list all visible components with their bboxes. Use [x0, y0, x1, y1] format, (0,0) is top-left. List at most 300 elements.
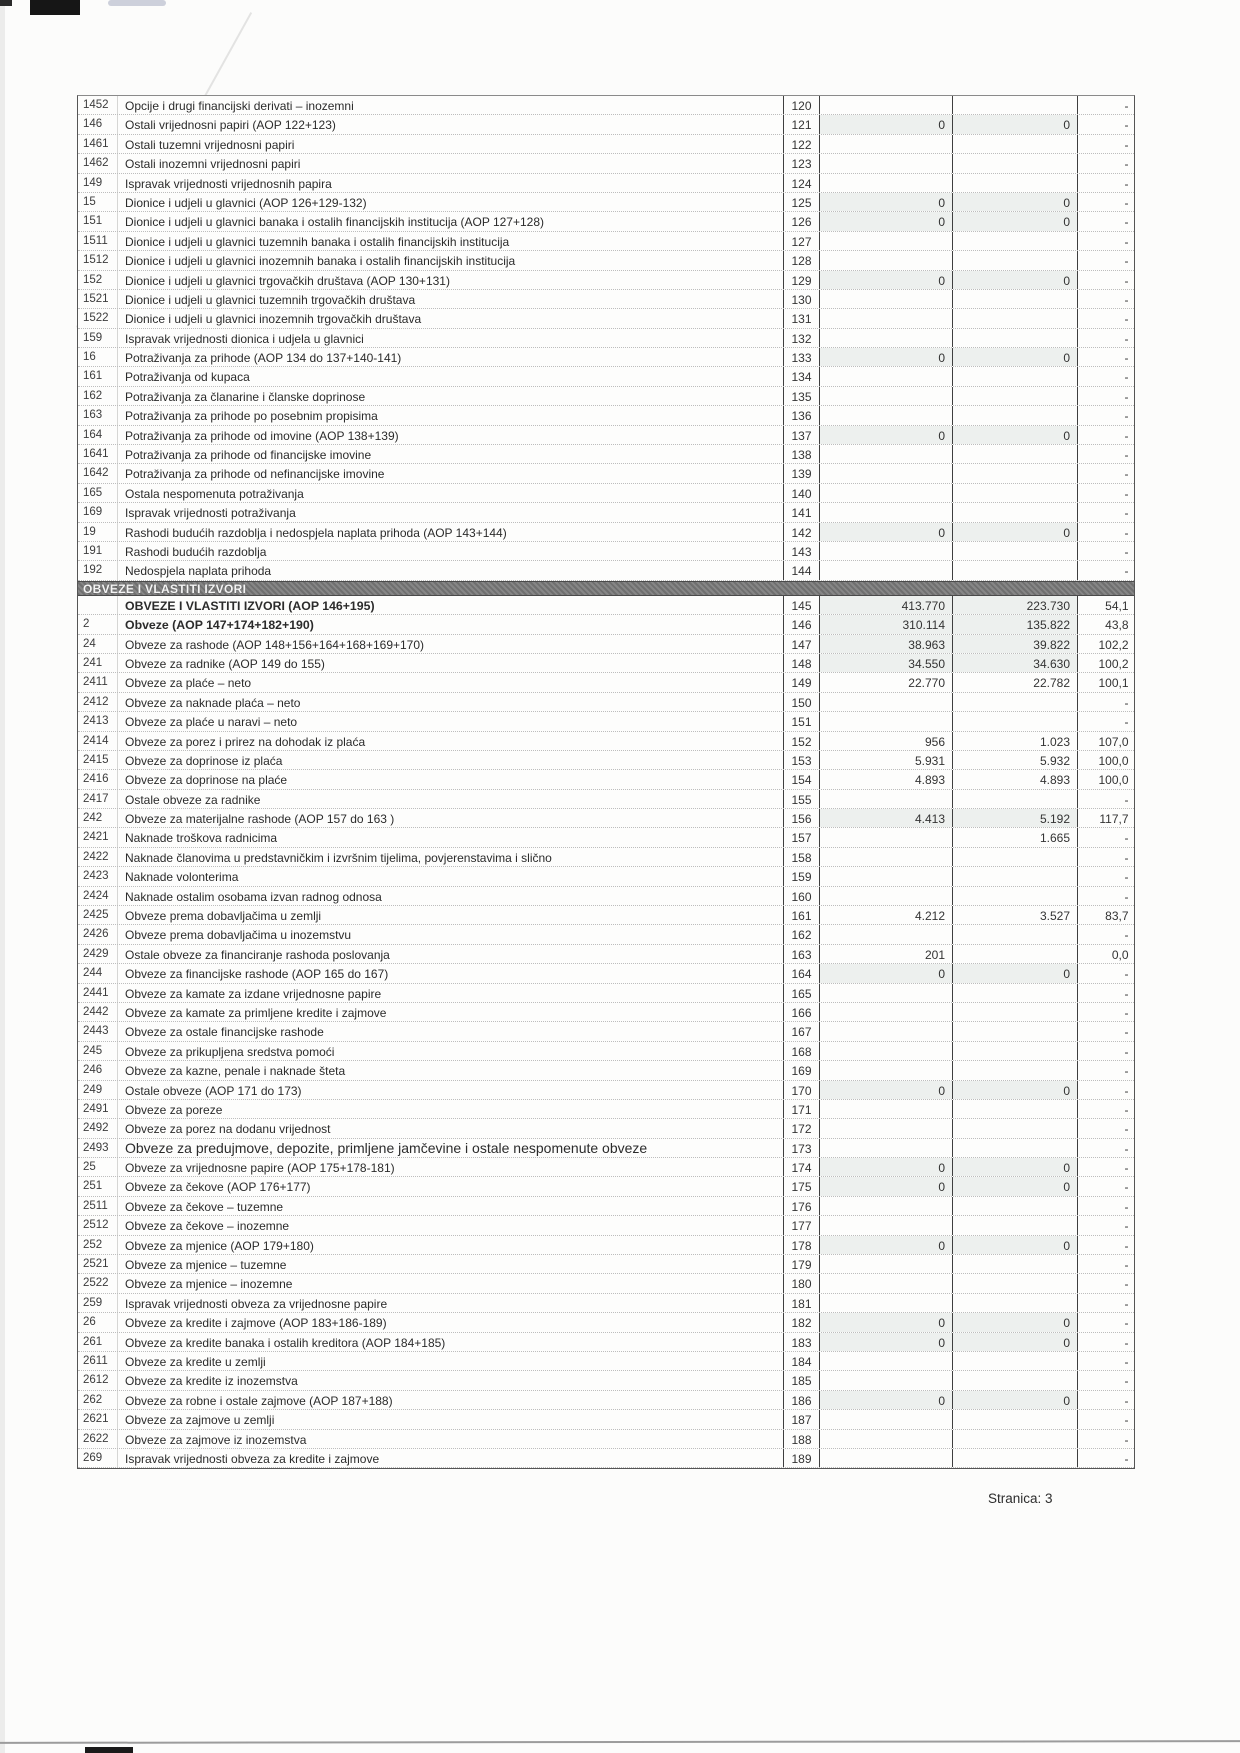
- code-cell: 19: [78, 523, 118, 541]
- table-row-aop-123: [78, 154, 1134, 173]
- aop-cell: 157: [783, 828, 820, 846]
- index-cell: 100,2: [1098, 656, 1129, 671]
- value-column-2-cell: [953, 1197, 1078, 1215]
- value-column-2-cell: [953, 887, 1078, 905]
- value-column-2-cell: 5.932: [953, 751, 1078, 769]
- table-row-aop-189: [78, 1449, 1134, 1468]
- aop-cell: 136: [783, 406, 820, 424]
- code-cell: 2622: [78, 1430, 118, 1448]
- table-row-aop-169: [78, 1061, 1134, 1080]
- description-cell: Potraživanja za članarine i članske doprinose: [125, 389, 366, 404]
- table-row-aop-178: [78, 1236, 1134, 1255]
- index-cell: 107,0: [1098, 734, 1129, 749]
- code-cell: 246: [78, 1061, 118, 1079]
- index-cell: -: [1124, 99, 1129, 113]
- table-row-aop-143: [78, 542, 1134, 561]
- description-cell: Obveze za kredite u zemlji: [125, 1355, 266, 1369]
- index-cell: -: [1124, 850, 1129, 865]
- code-cell: 2416: [78, 770, 118, 788]
- value-column-2-cell: [953, 1449, 1078, 1467]
- table-row-aop-186: [78, 1391, 1134, 1410]
- aop-cell: 148: [783, 654, 820, 672]
- value-column-2-cell: [953, 925, 1078, 943]
- aop-cell: 137: [783, 426, 820, 444]
- section-band-obveze-i-vlastiti-izvori: OBVEZE I VLASTITI IZVORI: [78, 581, 1134, 596]
- aop-cell: 128: [783, 251, 820, 269]
- value-column-1-cell: [820, 387, 953, 405]
- code-cell: 2429: [78, 945, 118, 963]
- code-cell: 159: [78, 329, 118, 347]
- table-row-aop-133: [78, 348, 1134, 367]
- value-column-2-cell: [953, 867, 1078, 885]
- description-cell: Obveze za materijalne rashode (AOP 157 do 163 ): [125, 812, 395, 827]
- aop-cell: 167: [783, 1022, 820, 1040]
- table-row-aop-134: [78, 367, 1134, 386]
- code-cell: 2493: [78, 1139, 118, 1157]
- value-column-1-cell: [820, 828, 953, 846]
- description-cell: Ispravak vrijednosti obveza za vrijednosne papire: [125, 1296, 388, 1311]
- index-cell: -: [1124, 370, 1129, 385]
- aop-cell: 165: [783, 984, 820, 1002]
- value-column-2-cell: 0: [953, 115, 1078, 133]
- aop-cell: 152: [783, 732, 820, 750]
- index-cell: -: [1124, 331, 1129, 346]
- value-column-2-cell: [953, 1430, 1078, 1448]
- table-row-aop-127: [78, 232, 1134, 251]
- table-row-aop-131: [78, 309, 1134, 328]
- value-column-1-cell: 4.413: [820, 809, 953, 827]
- aop-cell: 143: [783, 542, 820, 560]
- value-column-2-cell: [953, 693, 1078, 711]
- value-column-1-cell: 0: [820, 193, 953, 211]
- code-cell: 2491: [78, 1100, 118, 1118]
- value-column-1-cell: [820, 1274, 953, 1292]
- index-cell: -: [1124, 195, 1129, 210]
- description-cell: Obveze prema dobavljačima u zemlji: [125, 909, 322, 924]
- table-row-aop-137: [78, 426, 1134, 445]
- value-column-1-cell: 0: [820, 348, 953, 366]
- description-cell: Potraživanja za prihode (AOP 134 do 137+140-141): [125, 351, 402, 366]
- value-column-2-cell: [953, 309, 1078, 327]
- description-cell: Obveze za ostale financijske rashode: [125, 1025, 324, 1040]
- aop-cell: 132: [783, 329, 820, 347]
- index-cell: -: [1124, 506, 1129, 521]
- value-column-2-cell: [953, 232, 1078, 250]
- index-cell: -: [1124, 1122, 1129, 1137]
- description-cell: Dionice i udjeli u glavnici inozemnih trgovačkih društava: [125, 312, 422, 327]
- table-row-aop-175: [78, 1177, 1134, 1196]
- index-cell: -: [1124, 409, 1129, 424]
- value-column-1-cell: 0: [820, 271, 953, 289]
- index-cell: -: [1124, 1277, 1129, 1292]
- index-cell: -: [1124, 215, 1129, 230]
- index-cell: -: [1124, 1238, 1129, 1253]
- aop-cell: 126: [783, 212, 820, 230]
- description-cell: Obveze za doprinose na plaće: [125, 773, 288, 788]
- aop-cell: 160: [783, 887, 820, 905]
- aop-cell: 175: [783, 1177, 820, 1195]
- description-cell: Ostale obveze za financiranje rashoda poslovanja: [125, 947, 390, 962]
- aop-cell: 144: [783, 561, 820, 579]
- value-column-2-cell: 1.665: [953, 828, 1078, 846]
- aop-cell: 125: [783, 193, 820, 211]
- index-cell: -: [1124, 234, 1129, 249]
- index-cell: -: [1124, 792, 1129, 807]
- aop-cell: 186: [783, 1391, 820, 1409]
- code-cell: 1641: [78, 445, 118, 463]
- value-column-2-cell: 0: [953, 1333, 1078, 1351]
- description-cell: Obveze za mjenice – inozemne: [125, 1277, 293, 1292]
- code-cell: 2: [78, 615, 118, 633]
- description-cell: Opcije i drugi financijski derivati – inozemni: [125, 99, 354, 113]
- table-row-aop-152: [78, 732, 1134, 751]
- code-cell: 2414: [78, 732, 118, 750]
- table-row-aop-183: [78, 1333, 1134, 1352]
- value-column-1-cell: [820, 329, 953, 347]
- aop-cell: 127: [783, 232, 820, 250]
- code-cell: 2421: [78, 828, 118, 846]
- value-column-2-cell: 3.527: [953, 906, 1078, 924]
- table-row-aop-147: [78, 635, 1134, 654]
- value-column-1-cell: [820, 712, 953, 730]
- value-column-1-cell: [820, 1119, 953, 1137]
- value-column-1-cell: [820, 232, 953, 250]
- code-cell: 269: [78, 1449, 118, 1467]
- description-cell: Obveze za vrijednosne papire (AOP 175+178-181): [125, 1161, 395, 1176]
- value-column-1-cell: [820, 96, 953, 114]
- description-cell: Ostali vrijednosni papiri (AOP 122+123): [125, 118, 336, 133]
- description-cell: Ispravak vrijednosti potraživanja: [125, 506, 296, 521]
- code-cell: 1521: [78, 290, 118, 308]
- code-cell: 165: [78, 484, 118, 502]
- code-cell: 2412: [78, 693, 118, 711]
- aop-cell: 121: [783, 115, 820, 133]
- scan-mark-top-corner: [0, 0, 12, 6]
- value-column-1-cell: [820, 154, 953, 172]
- code-cell: 151: [78, 212, 118, 230]
- description-cell: Obveze za predujmove, depozite, primljene jamčevine i ostale nespomenute obveze: [125, 1139, 648, 1156]
- description-cell: Dionice i udjeli u glavnici (AOP 126+129-132): [125, 195, 367, 210]
- code-cell: 1452: [78, 96, 118, 114]
- index-cell: -: [1124, 486, 1129, 501]
- table-row-aop-142: [78, 523, 1134, 542]
- index-cell: -: [1124, 1064, 1129, 1079]
- table-row-aop-177: [78, 1216, 1134, 1235]
- index-cell: 100,1: [1098, 676, 1129, 691]
- code-cell: 2415: [78, 751, 118, 769]
- description-cell: OBVEZE I VLASTITI IZVORI (AOP 146+195): [125, 598, 375, 613]
- index-cell: -: [1124, 312, 1129, 327]
- index-cell: -: [1124, 695, 1129, 710]
- value-column-1-cell: 201: [820, 945, 953, 963]
- value-column-2-cell: [953, 1022, 1078, 1040]
- value-column-2-cell: [953, 135, 1078, 153]
- value-column-2-cell: [953, 561, 1078, 579]
- table-row-aop-140: [78, 484, 1134, 503]
- aop-cell: 146: [783, 615, 820, 633]
- table-row-aop-162: [78, 925, 1134, 944]
- index-cell: -: [1124, 1451, 1129, 1466]
- value-column-1-cell: [820, 1139, 953, 1157]
- value-column-1-cell: [820, 1100, 953, 1118]
- scan-mark-bottom-left: [85, 1747, 133, 1753]
- table-row-aop-182: [78, 1313, 1134, 1332]
- value-column-2-cell: [953, 848, 1078, 866]
- aop-cell: 189: [783, 1449, 820, 1467]
- table-row-aop-160: [78, 887, 1134, 906]
- aop-cell: 180: [783, 1274, 820, 1292]
- index-cell: -: [1124, 967, 1129, 982]
- value-column-1-cell: [820, 1294, 953, 1312]
- description-cell: Obveze za kredite iz inozemstva: [125, 1374, 298, 1389]
- scan-bottom-line-artifact: [0, 1740, 1240, 1744]
- value-column-2-cell: 39.822: [953, 635, 1078, 653]
- index-cell: -: [1124, 273, 1129, 288]
- description-cell: Potraživanja za prihode od nefinancijske imovine: [125, 467, 385, 482]
- description-cell: Ispravak vrijednosti obveza za kredite i zajmove: [125, 1451, 380, 1466]
- value-column-2-cell: 0: [953, 1177, 1078, 1195]
- code-cell: 252: [78, 1236, 118, 1254]
- index-cell: -: [1124, 254, 1129, 269]
- value-column-1-cell: 0: [820, 1158, 953, 1176]
- description-cell: Obveze za naknade plaća – neto: [125, 695, 301, 710]
- index-cell: -: [1124, 292, 1129, 307]
- aop-cell: 155: [783, 790, 820, 808]
- value-column-2-cell: 0: [953, 1081, 1078, 1099]
- aop-cell: 168: [783, 1042, 820, 1060]
- value-column-2-cell: 0: [953, 193, 1078, 211]
- index-cell: 100,0: [1098, 773, 1129, 788]
- index-cell: -: [1124, 564, 1129, 579]
- index-cell: -: [1124, 1141, 1129, 1156]
- value-column-1-cell: [820, 290, 953, 308]
- table-row-aop-163: [78, 945, 1134, 964]
- index-cell: 102,2: [1098, 637, 1129, 652]
- value-column-1-cell: [820, 135, 953, 153]
- scan-edge-artifact: [0, 0, 5, 1753]
- description-cell: Obveze za kazne, penale i naknade šteta: [125, 1064, 346, 1079]
- table-row-aop-180: [78, 1274, 1134, 1293]
- value-column-2-cell: 0: [953, 964, 1078, 982]
- code-cell: 1461: [78, 135, 118, 153]
- description-cell: Obveze za čekove (AOP 176+177): [125, 1180, 311, 1195]
- description-cell: Potraživanja za prihode od imovine (AOP 138+139): [125, 428, 399, 443]
- index-cell: -: [1124, 1393, 1129, 1408]
- value-column-2-cell: [953, 1119, 1078, 1137]
- value-column-2-cell: [953, 790, 1078, 808]
- index-cell: -: [1124, 428, 1129, 443]
- aop-cell: 124: [783, 174, 820, 192]
- table-row-aop-148: [78, 654, 1134, 673]
- value-column-2-cell: 1.023: [953, 732, 1078, 750]
- value-column-1-cell: 0: [820, 212, 953, 230]
- code-cell: 2612: [78, 1371, 118, 1389]
- value-column-2-cell: [953, 1352, 1078, 1370]
- table-row-aop-121: [78, 115, 1134, 134]
- index-cell: -: [1124, 157, 1129, 172]
- index-cell: -: [1124, 525, 1129, 540]
- description-cell: Obveze za prikupljena sredstva pomoći: [125, 1044, 335, 1059]
- value-column-1-cell: 0: [820, 115, 953, 133]
- index-cell: -: [1124, 1199, 1129, 1214]
- index-cell: -: [1124, 1413, 1129, 1428]
- aop-cell: 150: [783, 693, 820, 711]
- code-cell: 249: [78, 1081, 118, 1099]
- value-column-1-cell: [820, 561, 953, 579]
- value-column-2-cell: [953, 406, 1078, 424]
- description-cell: Obveze za mjenice – tuzemne: [125, 1258, 287, 1273]
- table-row-aop-157: [78, 828, 1134, 847]
- index-cell: -: [1124, 1432, 1129, 1447]
- value-column-1-cell: [820, 1430, 953, 1448]
- aop-cell: 161: [783, 906, 820, 924]
- value-column-1-cell: [820, 542, 953, 560]
- code-cell: 261: [78, 1333, 118, 1351]
- value-column-1-cell: 22.770: [820, 673, 953, 691]
- value-column-2-cell: [953, 484, 1078, 502]
- value-column-1-cell: 4.212: [820, 906, 953, 924]
- index-cell: -: [1124, 1102, 1129, 1117]
- index-cell: -: [1124, 176, 1129, 191]
- value-column-2-cell: [953, 387, 1078, 405]
- aop-cell: 151: [783, 712, 820, 730]
- value-column-1-cell: [820, 251, 953, 269]
- value-column-2-cell: 0: [953, 523, 1078, 541]
- aop-cell: 174: [783, 1158, 820, 1176]
- value-column-1-cell: [820, 406, 953, 424]
- description-cell: Naknade troškova radnicima: [125, 831, 278, 846]
- description-cell: Obveze za kredite i zajmove (AOP 183+186-189): [125, 1316, 387, 1331]
- index-cell: -: [1124, 389, 1129, 404]
- index-cell: -: [1124, 544, 1129, 559]
- description-cell: Obveze za čekove – tuzemne: [125, 1199, 284, 1214]
- value-column-1-cell: [820, 1197, 953, 1215]
- code-cell: 191: [78, 542, 118, 560]
- table-row-aop-144: [78, 561, 1134, 580]
- table-row-aop-167: [78, 1022, 1134, 1041]
- description-cell: Obveze (AOP 147+174+182+190): [125, 618, 314, 633]
- description-cell: Dionice i udjeli u glavnici trgovačkih društava (AOP 130+131): [125, 273, 450, 288]
- value-column-2-cell: [953, 1294, 1078, 1312]
- code-cell: 2417: [78, 790, 118, 808]
- value-column-2-cell: [953, 290, 1078, 308]
- code-cell: 149: [78, 174, 118, 192]
- index-cell: -: [1124, 1083, 1129, 1098]
- table-row-aop-129: [78, 271, 1134, 290]
- table-row-aop-187: [78, 1410, 1134, 1429]
- index-cell: -: [1124, 1161, 1129, 1176]
- table-row-aop-188: [78, 1430, 1134, 1449]
- value-column-2-cell: [953, 251, 1078, 269]
- aop-cell: 163: [783, 945, 820, 963]
- value-column-2-cell: [953, 329, 1078, 347]
- value-column-1-cell: [820, 1216, 953, 1234]
- description-cell: Dionice i udjeli u glavnici inozemnih banaka i ostalih financijskih institucija: [125, 254, 516, 269]
- scan-mark-top-left: [30, 0, 80, 15]
- index-cell: -: [1124, 1316, 1129, 1331]
- code-cell: 2511: [78, 1197, 118, 1215]
- table-row-aop-149: [78, 673, 1134, 692]
- description-cell: Ostale obveze za radnike: [125, 792, 261, 807]
- value-column-2-cell: 0: [953, 212, 1078, 230]
- aop-cell: 156: [783, 809, 820, 827]
- value-column-1-cell: 0: [820, 1177, 953, 1195]
- aop-cell: 154: [783, 770, 820, 788]
- description-cell: Naknade ostalim osobama izvan radnog odnosa: [125, 889, 382, 904]
- code-cell: 241: [78, 654, 118, 672]
- table-row-aop-154: [78, 770, 1134, 789]
- table-row-aop-125: [78, 193, 1134, 212]
- description-cell: Obveze za plaće u naravi – neto: [125, 715, 298, 730]
- aop-cell: 153: [783, 751, 820, 769]
- value-column-1-cell: [820, 484, 953, 502]
- table-row-aop-158: [78, 848, 1134, 867]
- code-cell: 164: [78, 426, 118, 444]
- aop-cell: 171: [783, 1100, 820, 1118]
- table-row-aop-122: [78, 135, 1134, 154]
- value-column-2-cell: [953, 96, 1078, 114]
- value-column-2-cell: [953, 1042, 1078, 1060]
- index-cell: 0,0: [1111, 947, 1129, 962]
- code-cell: 146: [78, 115, 118, 133]
- index-cell: 43,8: [1105, 618, 1129, 633]
- aop-cell: 138: [783, 445, 820, 463]
- index-cell: -: [1124, 889, 1129, 904]
- value-column-1-cell: 956: [820, 732, 953, 750]
- value-column-2-cell: [953, 1139, 1078, 1157]
- table-row-aop-150: [78, 693, 1134, 712]
- value-column-2-cell: 0: [953, 1391, 1078, 1409]
- index-cell: -: [1124, 1296, 1129, 1311]
- aop-cell: 162: [783, 925, 820, 943]
- aop-cell: 178: [783, 1236, 820, 1254]
- description-cell: Dionice i udjeli u glavnici banaka i ostalih financijskih institucija (AOP 127+128): [125, 215, 545, 230]
- index-cell: -: [1124, 1258, 1129, 1273]
- code-cell: 2443: [78, 1022, 118, 1040]
- value-column-1-cell: [820, 925, 953, 943]
- table-row-aop-171: [78, 1100, 1134, 1119]
- value-column-1-cell: [820, 1371, 953, 1389]
- description-cell: Obveze za doprinose iz plaća: [125, 753, 283, 768]
- table-row-aop-139: [78, 464, 1134, 483]
- code-cell: 169: [78, 503, 118, 521]
- value-column-1-cell: 0: [820, 1081, 953, 1099]
- aop-cell: 120: [783, 96, 820, 114]
- code-cell: 2423: [78, 867, 118, 885]
- description-cell: Dionice i udjeli u glavnici tuzemnih trgovačkih društava: [125, 292, 416, 307]
- code-cell: 162: [78, 387, 118, 405]
- value-column-1-cell: 0: [820, 426, 953, 444]
- value-column-2-cell: [953, 154, 1078, 172]
- aop-cell: 134: [783, 367, 820, 385]
- description-cell: Potraživanja za prihode od financijske imovine: [125, 448, 372, 463]
- value-column-1-cell: 38.963: [820, 635, 953, 653]
- description-cell: Obveze za čekove – inozemne: [125, 1219, 290, 1234]
- index-cell: -: [1124, 986, 1129, 1001]
- table-row-aop-141: [78, 503, 1134, 522]
- table-row-aop-173: [78, 1139, 1134, 1158]
- code-cell: 26: [78, 1313, 118, 1331]
- value-column-2-cell: 0: [953, 271, 1078, 289]
- aop-cell: 149: [783, 673, 820, 691]
- value-column-2-cell: [953, 445, 1078, 463]
- aop-cell: 130: [783, 290, 820, 308]
- code-cell: 1512: [78, 251, 118, 269]
- aop-cell: 187: [783, 1410, 820, 1428]
- value-column-2-cell: 0: [953, 1236, 1078, 1254]
- value-column-1-cell: [820, 1042, 953, 1060]
- code-cell: 2521: [78, 1255, 118, 1273]
